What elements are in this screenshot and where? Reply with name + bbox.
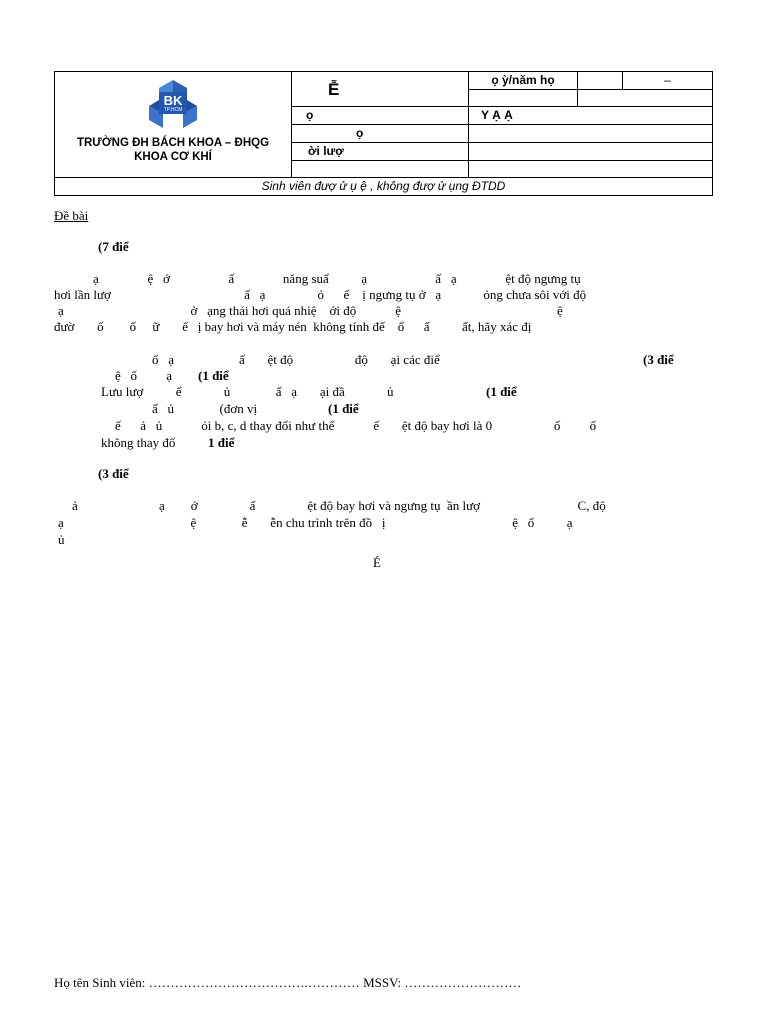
sub-question-b-points: (1 điể: [198, 368, 229, 383]
extra-label: [292, 161, 469, 178]
semester-value-1: [578, 72, 623, 90]
exam-title: Ễ: [292, 72, 469, 107]
school-name: TRƯỜNG ĐH BÁCH KHOA – ĐHQG KHOA CƠ KHÍ: [76, 137, 270, 163]
semester-blank-left: [469, 90, 578, 107]
sub-question-e-line-1: ế ả ủ ỏi b, c, d thay đổi như thế ế ệt độ bay hơi là 0 ố ố: [115, 418, 597, 433]
subject-code-value: [469, 125, 713, 143]
subject-code-label: ọ: [292, 125, 469, 143]
semester-dash: –: [623, 72, 713, 90]
sub-question-d-points: (1 điể: [328, 401, 359, 416]
exam-header-table: [54, 71, 713, 196]
sub-question-e-line-2: không thay đổ: [101, 435, 176, 450]
course-label: ọ: [292, 107, 469, 125]
bk-logo: [146, 78, 200, 130]
semester-blank-right: [578, 90, 713, 107]
q2-paragraph-line-1: ả ạ ớ ấ ệt độ bay hơi và ngưng tụ ần lượ C, độ: [72, 498, 606, 513]
exam-note: Sinh viên đượ ử ụ ệ , không đượ ử ụng ĐTDD: [55, 178, 713, 196]
school-cell: [55, 72, 292, 178]
logo-text: BK: [163, 93, 183, 108]
q1-paragraph-line-4: đườ ố ố ữ ế ị bay hơi và máy nén không tính đế ổ ấ ất, hãy xác đị: [54, 319, 532, 334]
course-value: Y Ạ Ạ: [469, 107, 713, 125]
section-title: Đề bài: [54, 208, 89, 223]
q1-paragraph-line-1: ạ ệ ớ ấ năng suấ ạ ấ ạ ệt độ ngưng tụ: [93, 271, 581, 286]
q1-paragraph-line-3: ạ ở ạng thái hơi quá nhiệ ới độ ệ ệ: [58, 303, 563, 318]
sub-question-c: Lưu lượ ể ủ ấ ạ ại đầ ủ: [101, 384, 394, 399]
sub-question-a-points: (3 điể: [643, 352, 674, 367]
semester-label: ọ ỳ/năm họ: [469, 72, 578, 90]
logo-subtext: TP.HCM: [163, 107, 183, 113]
q1-paragraph-line-2: hơi lần lượ ấ ạ ỏ ế ị ngưng tụ ở ạ ỏng chưa sôi với độ: [54, 287, 587, 302]
duration-value: [469, 143, 713, 161]
question-1-heading: (7 điể: [98, 239, 129, 254]
sub-question-e-points: 1 điể: [208, 435, 235, 450]
sub-question-d: ấ ủ (đơn vị: [152, 401, 258, 416]
q2-paragraph-line-2: ạ ệ ễ ễn chu trình trên đồ ị ệ ố ạ: [58, 515, 573, 530]
duration-label: ời lượ: [292, 143, 469, 161]
end-mark: É: [373, 555, 381, 570]
student-info-footer: Họ tên Sinh viên: ……………………………….………… MSSV: ………………………: [54, 975, 522, 990]
sub-question-c-points: (1 điể: [486, 384, 517, 399]
extra-value: [469, 161, 713, 178]
sub-question-a: ố ạ ấ ệt độ độ ại các điể: [152, 352, 440, 367]
question-2-heading: (3 điể: [98, 466, 129, 481]
q2-paragraph-line-3: ủ: [58, 532, 65, 547]
sub-question-b: ệ ố ạ: [115, 368, 173, 383]
